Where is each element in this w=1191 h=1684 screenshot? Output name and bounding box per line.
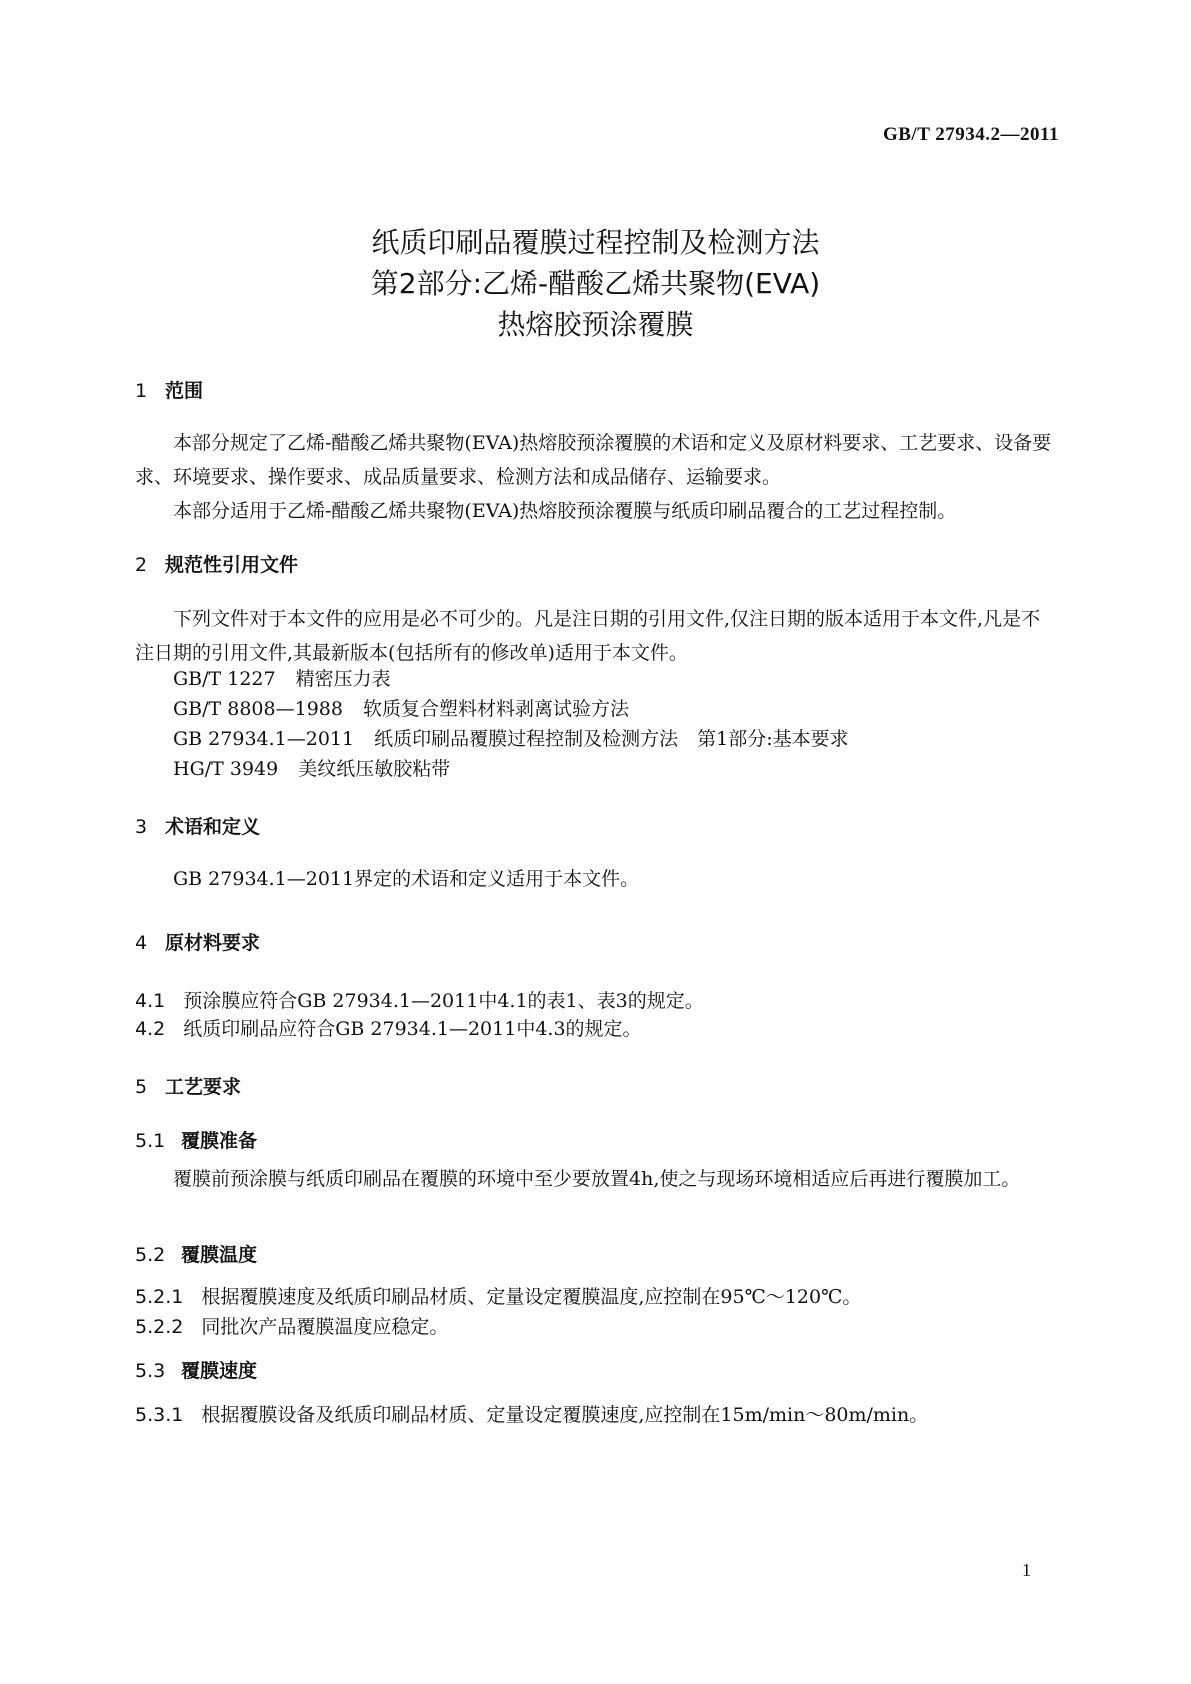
reference-item: GB/T 8808—1988 软质复合塑料材料剥离试验方法 [173,698,629,720]
section-heading-5: 5 工艺要求 [135,1076,242,1098]
section-5-1-paragraph: 覆膜前预涂膜与纸质印刷品在覆膜的环境中至少要放置4h,使之与现场环境相适应后再进行覆膜加工。 [173,1168,1021,1190]
section-2-paragraph-1: 下列文件对于本文件的应用是必不可少的。凡是注日期的引用文件,仅注日期的版本适用于本文件,凡是不注日期的引用文件,其最新版本(包括所有的修改单)适用于本文件。 [135,608,1041,664]
clause-4-1: 4.1 预涂膜应符合GB 27934.1—2011中4.1的表1、表3的规定。 [135,990,704,1012]
page-number: 1 [1022,1560,1031,1580]
clause-5-2-2: 5.2.2 同批次产品覆膜温度应稳定。 [135,1316,449,1338]
section-3-paragraph-1: GB 27934.1—2011界定的术语和定义适用于本文件。 [173,868,640,890]
clause-5-3-1: 5.3.1 根据覆膜设备及纸质印刷品材质、定量设定覆膜速度,应控制在15m/min～80m/min。 [135,1404,929,1426]
section-heading-1: 1 范围 [135,380,204,402]
clause-5-2-1: 5.2.1 根据覆膜速度及纸质印刷品材质、定量设定覆膜温度,应控制在95℃～120℃。 [135,1286,862,1308]
title-line-1: 纸质印刷品覆膜过程控制及检测方法 [371,226,820,259]
subsection-heading-5-2: 5.2 覆膜温度 [135,1244,258,1266]
section-1-paragraph-1: 本部分规定了乙烯-醋酸乙烯共聚物(EVA)热熔胶预涂覆膜的术语和定义及原材料要求、工艺要求、设备要求、环境要求、操作要求、成品质量要求、检测方法和成品储存、运输要求。 [135,432,1052,488]
section-1-paragraph-2: 本部分适用于乙烯-醋酸乙烯共聚物(EVA)热熔胶预涂覆膜与纸质印刷品覆合的工艺过程控制。 [173,500,957,522]
section-heading-2: 2 规范性引用文件 [135,554,299,576]
standard-number: GB/T 27934.2—2011 [882,124,1059,145]
title-line-3: 热熔胶预涂覆膜 [497,308,694,341]
section-heading-4: 4 原材料要求 [135,932,261,954]
section-heading-3: 3 术语和定义 [135,816,261,838]
reference-item: HG/T 3949 美纹纸压敏胶粘带 [173,758,451,780]
title-line-2: 第2部分:乙烯-醋酸乙烯共聚物(EVA) [370,267,821,300]
clause-4-2: 4.2 纸质印刷品应符合GB 27934.1—2011中4.3的规定。 [135,1018,642,1040]
document-title [0,222,1191,345]
reference-item: GB/T 1227 精密压力表 [173,668,391,690]
subsection-heading-5-3: 5.3 覆膜速度 [135,1360,258,1382]
subsection-heading-5-1: 5.1 覆膜准备 [135,1130,258,1152]
reference-item: GB 27934.1—2011 纸质印刷品覆膜过程控制及检测方法 第1部分:基本要求 [173,728,849,750]
